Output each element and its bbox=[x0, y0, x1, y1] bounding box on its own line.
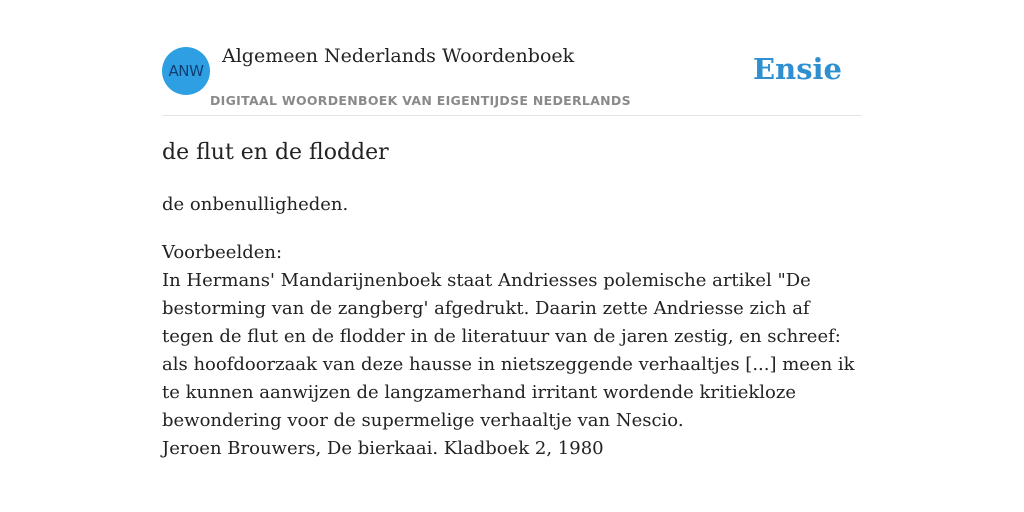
example-text: In Hermans' Mandarijnenboek staat Andriesses polemische artikel "De bestorming van de zangberg' afgedrukt. Daarin zette Andriesse zich af tegen de flut en de flodder in de literatuur van de jaren zestig, en schreef: als hoofdoorzaak van deze hausse in nietszeggende verhaaltjes [...] meen ik te kunnen aanwijzen de langzamerhand irritant wordende kritiekloze bewondering voor de supermelige verhaaltje van Nescio. bbox=[162, 270, 855, 431]
anw-logo-text: ANW bbox=[168, 62, 204, 80]
ensie-brand-logo[interactable]: Ensie bbox=[753, 52, 842, 86]
entry-definition: de onbenulligheden. bbox=[162, 194, 349, 215]
anw-logo[interactable] bbox=[162, 47, 210, 95]
examples-label: Voorbeelden: bbox=[162, 242, 283, 263]
site-subtitle: DIGITAAL WOORDENBOEK VAN EIGENTIJDSE NEDERLANDS bbox=[210, 93, 631, 108]
examples-section bbox=[162, 239, 862, 463]
page bbox=[162, 0, 862, 512]
entry-term: de flut en de flodder bbox=[162, 140, 389, 165]
site-title[interactable]: Algemeen Nederlands Woordenboek bbox=[222, 45, 575, 67]
example-source: Jeroen Brouwers, De bierkaai. Kladboek 2, 1980 bbox=[162, 438, 604, 459]
site-header bbox=[162, 0, 862, 116]
